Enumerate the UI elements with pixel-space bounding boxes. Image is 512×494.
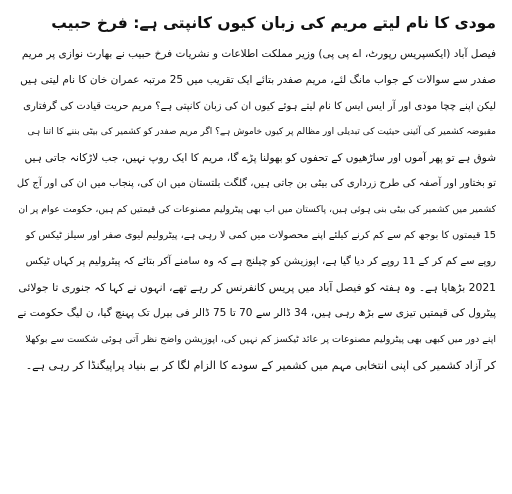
body-line: شوق ہے تو پھر آموں اور ساڑھیوں کے تحفوں کو بھولنا پڑے گا، مریم کا ایک روپ نہیں، جب لاڑکانہ جاتی ہیں	[24, 151, 496, 164]
body-line: کر آزاد کشمیر کی اپنی انتخابی مہم میں کشمیر کے سودے کا الزام لگا کر بے بنیاد پراپیگنڈا کر رہی ہے۔	[25, 358, 496, 372]
body-line: اپنے دور میں کبھی بھی پیٹرولیم مصنوعات پر عائد ٹیکسز کم نہیں کی، اپوزیشن واضح نظر آتی ہوئی شکست سے بوکھلا	[25, 333, 496, 345]
body-line: روپے سے کم کر کے 11 روپے کر دیا گیا ہے، اپوزیشن کو چیلنج ہے کہ وہ سامنے آکر بتائے کہ پیٹرولیم پر کہاں ٹیکس	[25, 256, 496, 268]
body-line: صفدر سے سوالات کے جواب مانگ لئے، مریم صفدر بتائے ایک تقریب میں 25 مرتبہ عمران خان کا نام لیتی ہیں	[20, 73, 496, 86]
body-line: لیکن اپنے چچا مودی اور آر ایس ایس کا نام لیتے ہوئے کیوں ان کی زبان کانپتی ہے؟ مریم حریت قیادت کی گرفتاری	[23, 100, 496, 112]
body-line: پیٹرول کی قیمتیں تیزی سے بڑھ رہی ہیں، 34 ڈالر سے 70 تا 75 ڈالر فی بیرل تک پہنچ گیا، ن لیگ حکومت نے	[17, 306, 496, 319]
body-line: مقبوضہ کشمیر کی آئینی حیثیت کی تبدیلی اور مظالم پر کیوں خاموش ہے؟ اگر مریم صفدر کو کشمیر کی بیٹی بننے کا اتنا ہی	[27, 126, 496, 137]
body-line: کشمیر میں کشمیر کی بیٹی بنی ہوئی ہیں، پاکستان میں اب بھی پیٹرولیم مصنوعات کی قیمتیں کم ہیں، حکومت عوام پر ان	[18, 204, 496, 216]
body-line: 2021 بڑھایا ہے۔ وہ ہفتہ کو فیصل آباد میں پریس کانفرنس کر رہے تھے، انہوں نے کہا کہ جنوری تا جولائی	[18, 281, 496, 295]
body-line: فیصل آباد (ایکسپریس رپورٹ، اے پی پی) وزیر مملکت اطلاعات و نشریات فرخ حبیب نے بھارت نوازی پر مریم	[21, 48, 496, 60]
article-body	[16, 42, 496, 379]
body-line: 15 قیمتوں کا بوجھ کم سے کم کرنے کیلئے اپنے محصولات میں کمی لا رہی ہے، پیٹرولیم لیوی صفر اور سیلز ٹیکس کو	[25, 230, 496, 242]
article-headline: مودی کا نام لیتے مریم کی زبان کیوں کانپتی ہے: فرخ حبیب	[51, 14, 496, 32]
body-line: تو بختاور اور آصفہ کی طرح زرداری کی بیٹی بن جاتی ہیں، گلگت بلتستان میں ان کی، پنجاب میں ان کی اور آج کل	[16, 178, 496, 190]
